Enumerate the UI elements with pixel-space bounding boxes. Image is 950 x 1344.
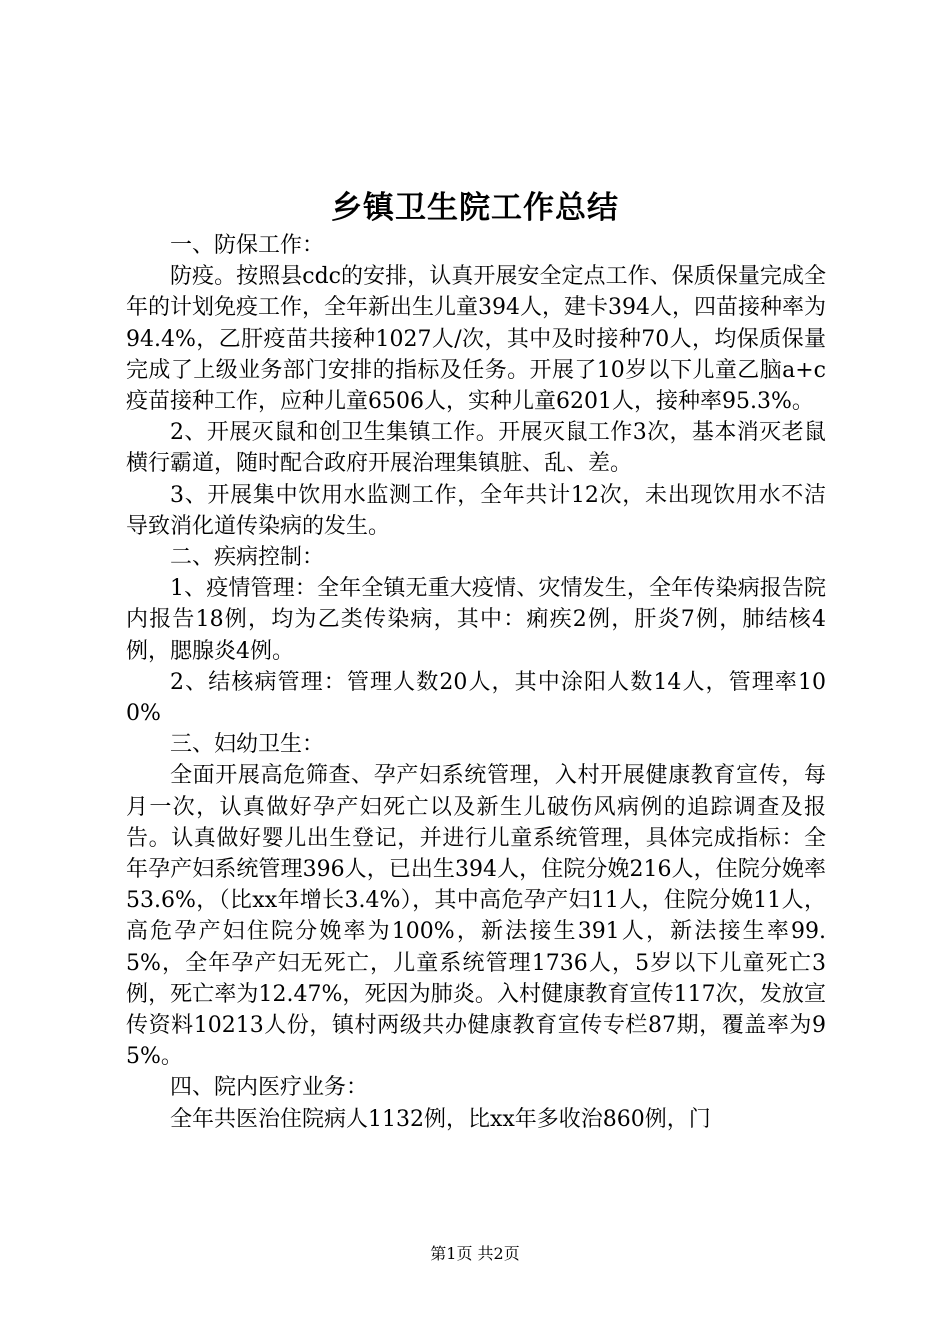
paragraph-epidemic-management: 1、疫情管理：全年全镇无重大疫情、灾情发生，全年传染病报告院内报告18例，均为乙类传染病，其中：痢疾2例，肝炎7例，肺结核4例，腮腺炎4例。	[126, 576, 826, 664]
document-body	[126, 230, 826, 1135]
section-heading-prevention: 一、防保工作：	[170, 233, 325, 258]
paragraph-immunization: 防疫。按照县cdc的安排，认真开展安全定点工作、保质保量完成全年的计划免疫工作，全年新出生儿童394人，建卡394人，四苗接种率为94.4%，乙肝疫苗共接种1027人/次，其中及时接种70人，均保质保量完成了上级业务部门安排的指标及任务。开展了10岁以下儿童乙脑a+c疫苗接种工作，应种儿童6506人，实种儿童6201人，接种率95.3%。	[126, 264, 826, 415]
paragraph-rodent-control: 2、开展灭鼠和创卫生集镇工作。开展灭鼠工作3次，基本消灭老鼠横行霸道，随时配合政府开展治理集镇脏、乱、差。	[126, 420, 826, 477]
paragraph-maternal-child-health: 全面开展高危筛查、孕产妇系统管理，入村开展健康教育宣传，每月一次，认真做好孕产妇死亡以及新生儿破伤风病例的追踪调查及报告。认真做好婴儿出生登记，并进行儿童系统管理，具体完成指标：全年孕产妇系统管理396人，已出生394人，住院分娩216人，住院分娩率53.6%，（比xx年增长3.4%），其中高危孕产妇11人，住院分娩11人，高危孕产妇住院分娩率为100%，新法接生391人，新法接生率99.5%，全年孕产妇无死亡，儿童系统管理1736人，5岁以下儿童死亡3例，死亡率为12.47%，死因为肺炎。入村健康教育宣传117次，发放宣传资料10213人份，镇村两级共办健康教育宣传专栏87期，覆盖率为95%。	[126, 763, 826, 1070]
section-heading-disease-control: 二、疾病控制：	[170, 545, 325, 571]
section-heading-maternal-child-health: 三、妇幼卫生：	[170, 732, 325, 758]
paragraph-water-monitoring: 3、开展集中饮用水监测工作，全年共计12次，未出现饮用水不洁导致消化道传染病的发生。	[126, 482, 826, 539]
document-title: 乡镇卫生院工作总结	[331, 190, 619, 226]
page-number: 第1页 共2页	[430, 1244, 520, 1263]
section-heading-medical-services: 四、院内医疗业务：	[170, 1075, 369, 1101]
paragraph-medical-services: 全年共医治住院病人1132例，比xx年多收治860例，门	[170, 1106, 711, 1132]
paragraph-tuberculosis-management: 2、结核病管理：管理人数20人，其中涂阳人数14人，管理率100%	[126, 669, 826, 727]
